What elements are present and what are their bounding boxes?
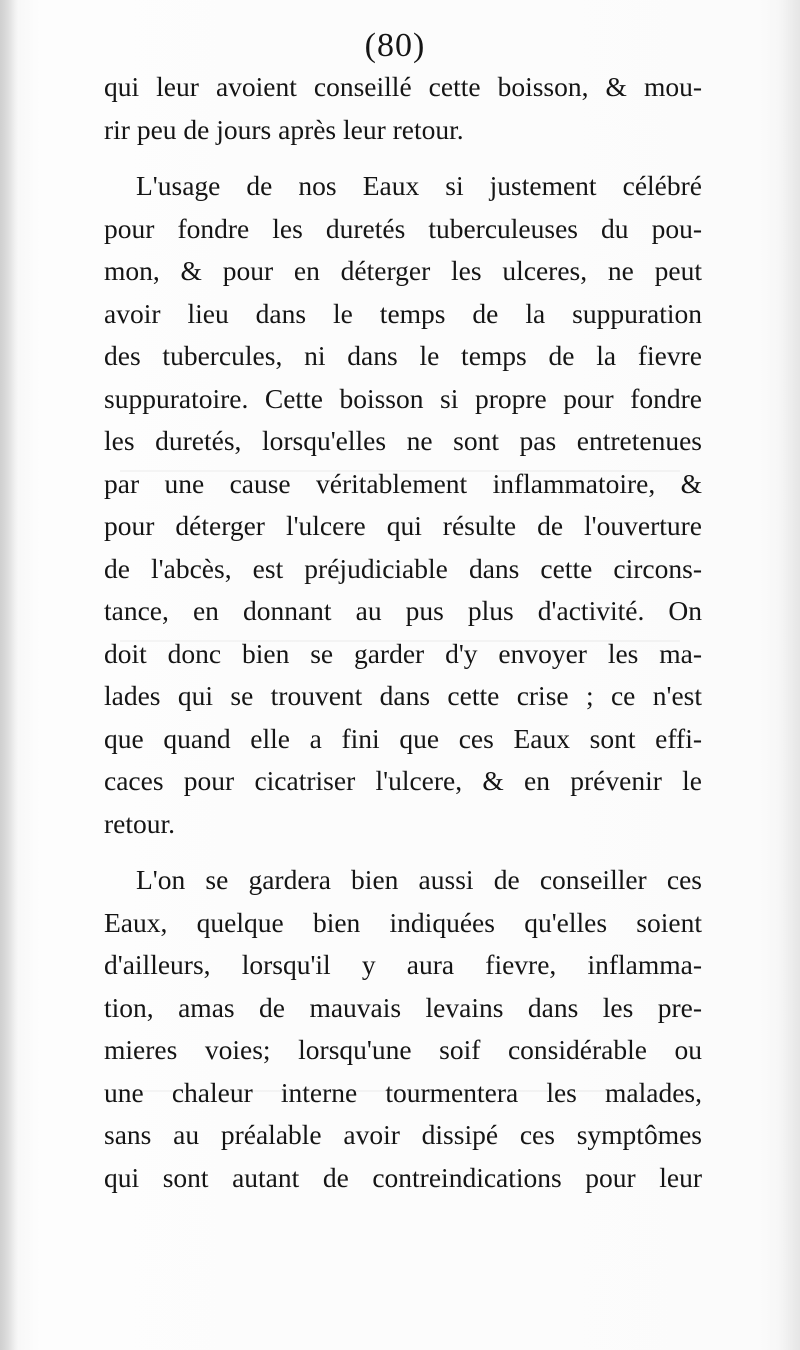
text-line: qui sont autant de contreindications pour leur bbox=[104, 1161, 702, 1193]
text-line: sans au préalable avoir dissipé ces symptômes bbox=[104, 1119, 702, 1150]
text-line: pour déterger l'ulcere qui résulte de l'ouverture bbox=[104, 510, 702, 541]
text-line: Eaux, quelque bien indiquées qu'elles soient bbox=[104, 906, 702, 938]
page-gutter-shadow bbox=[0, 0, 18, 1350]
page-number: (80) bbox=[364, 27, 426, 64]
text-line: doit donc bien se garder d'y envoyer les ma- bbox=[104, 637, 702, 669]
text-line: rir peu de jours après leur retour. bbox=[104, 113, 464, 145]
text-line: une chaleur interne tourmentera les malades, bbox=[104, 1076, 702, 1108]
text-line: avoir lieu dans le temps de la suppuration bbox=[104, 297, 702, 329]
text-line: d'ailleurs, lorsqu'il y aura fievre, inflamma- bbox=[104, 949, 702, 980]
text-line: retour. bbox=[104, 807, 176, 839]
body-text bbox=[104, 66, 702, 1199]
page-edge-shadow bbox=[778, 0, 800, 1350]
paragraph-first-line: L'on se gardera bien aussi de conseiller ces bbox=[136, 864, 702, 895]
text-line: caces pour cicatriser l'ulcere, & en prévenir le bbox=[104, 765, 702, 796]
text-line: suppuratoire. Cette boisson si propre pour fondre bbox=[104, 382, 702, 414]
text-line: lades qui se trouvent dans cette crise ; ce n'est bbox=[104, 680, 702, 711]
text-line: pour fondre les duretés tuberculeuses du pou- bbox=[104, 212, 702, 244]
text-line: tance, en donnant au pus plus d'activité. On bbox=[104, 595, 702, 626]
text-line: de l'abcès, est préjudiciable dans cette circons- bbox=[104, 552, 702, 584]
paragraph-first-line: L'usage de nos Eaux si justement célébré bbox=[136, 170, 702, 201]
text-line: tion, amas de mauvais levains dans les pre- bbox=[104, 991, 702, 1023]
text-line: mon, & pour en déterger les ulceres, ne peut bbox=[104, 255, 702, 286]
text-line: par une cause véritablement inflammatoire, & bbox=[104, 467, 702, 499]
text-line: les duretés, lorsqu'elles ne sont pas entretenues bbox=[104, 425, 702, 456]
text-line: mieres voies; lorsqu'une soif considérable ou bbox=[104, 1034, 702, 1065]
text-line: que quand elle a fini que ces Eaux sont effi- bbox=[104, 722, 702, 754]
text-line: qui leur avoient conseillé cette boisson, & mou- bbox=[104, 71, 702, 102]
text-line: des tubercules, ni dans le temps de la fievre bbox=[104, 340, 702, 371]
